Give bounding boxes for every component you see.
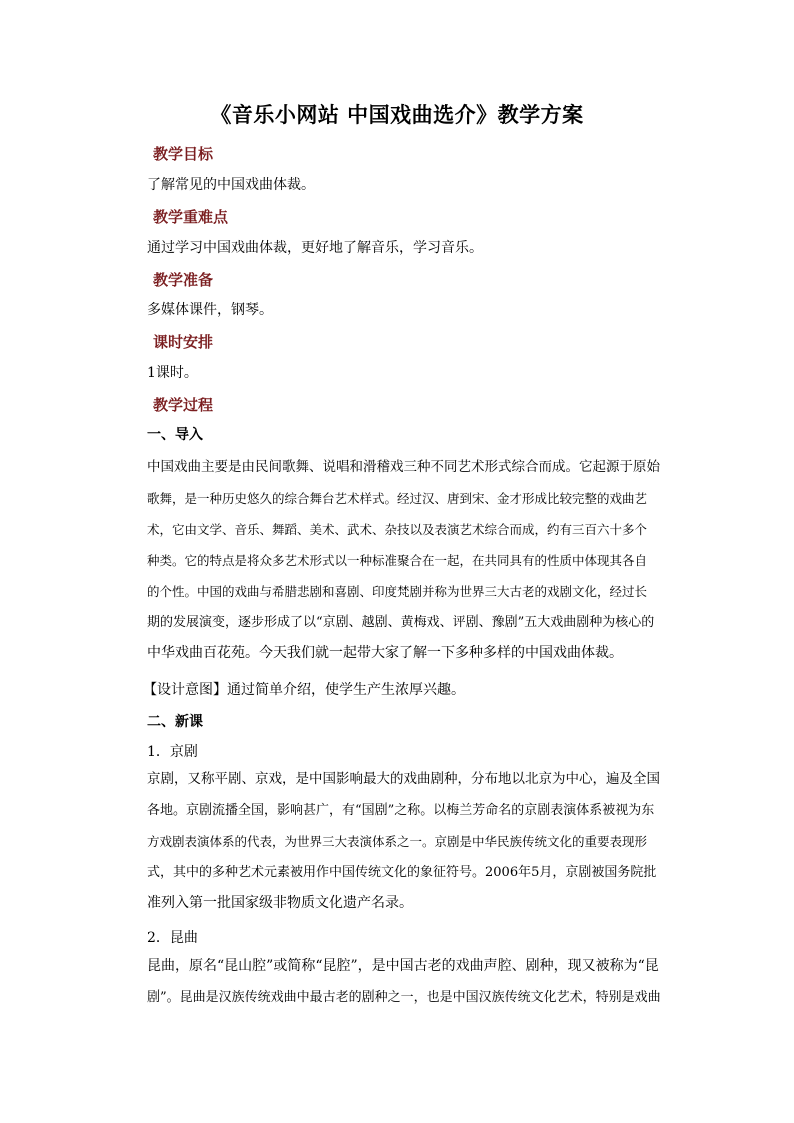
- paragraph-intro: [147, 452, 665, 669]
- heading-intro: 一、导入: [147, 427, 203, 443]
- paragraph-line: 中国戏曲主要是由民间歌舞、说唱和滑稽戏三种不同艺术形式综合而成。它起源于原始: [147, 459, 660, 475]
- paragraph-line: 剧”。昆曲是汉族传统戏曲中最古老的剧种之一，也是中国汉族传统文化艺术，特别是戏曲: [147, 990, 661, 1005]
- paragraph-line: 种类。它的特点是将众多艺术形式以一种标准聚合在一起，在共同具有的性质中体现其各自: [147, 553, 648, 568]
- text-schedule: 1课时。: [147, 365, 198, 381]
- heading-schedule: 课时安排: [153, 333, 214, 351]
- document-title: 《音乐小网站 中国戏曲选介》教学方案: [210, 103, 584, 127]
- paragraph-line: 期的发展演变，逐步形成了以“京剧、越剧、黄梅戏、评剧、豫剧”五大戏曲剧种为核心的: [147, 615, 655, 630]
- paragraph-line: 术，它由文学、音乐、舞蹈、美术、武术、杂技以及表演艺术综合而成，约有三百六十多个: [147, 522, 648, 537]
- heading-kunqu: 2．昆曲: [147, 930, 198, 946]
- paragraph-line: 各地。京剧流播全国，影响甚广，有“国剧”之称。以梅兰芳命名的京剧表演体系被视为东: [147, 803, 655, 818]
- paragraph-peking-opera: [147, 764, 665, 919]
- heading-teaching-process: 教学过程: [153, 396, 214, 414]
- paragraph-line: 方戏剧表演体系的代表，为世界三大表演体系之一。京剧是中华民族传统文化的重要表现形: [147, 834, 648, 849]
- text-preparation: 多媒体课件，钢琴。: [147, 302, 273, 318]
- paragraph-kunqu: [147, 951, 665, 1013]
- paragraph-line: 京剧，又称平剧、京戏，是中国影响最大的戏曲剧种，分布地以北京为中心，遍及全国: [147, 771, 660, 787]
- heading-peking-opera: 1．京剧: [147, 744, 198, 760]
- paragraph-line: 昆曲，原名“昆山腔”或简称“昆腔”，是中国古老的戏曲声腔、剧种，现又被称为“昆: [147, 958, 659, 974]
- paragraph-line: 准列入第一批国家级非物质文化遗产名录。: [147, 895, 413, 911]
- heading-teaching-goal: 教学目标: [153, 145, 214, 163]
- paragraph-line: 式，其中的多种艺术元素被用作中国传统文化的象征符号。2006年5月，京剧被国务院批: [147, 865, 657, 880]
- paragraph-line: 的个性。中国的戏曲与希腊悲剧和喜剧、印度梵剧并称为世界三大古老的戏剧文化，经过长: [147, 584, 648, 599]
- text-key-difficulties: 通过学习中国戏曲体裁，更好地了解音乐，学习音乐。: [147, 240, 483, 256]
- heading-key-difficulties: 教学重难点: [153, 208, 229, 226]
- paragraph-line: 歌舞，是一种历史悠久的综合舞台艺术样式。经过汉、唐到宋、金才形成比较完整的戏曲艺: [147, 491, 648, 506]
- text-teaching-goal: 了解常见的中国戏曲体裁。: [147, 177, 315, 193]
- heading-preparation: 教学准备: [153, 271, 214, 289]
- paragraph-line: 中华戏曲百花苑。今天我们就一起带大家了解一下多种多样的中国戏曲体裁。: [147, 645, 623, 661]
- design-note: 【设计意图】通过简单介绍，使学生产生浓厚兴趣。: [143, 682, 465, 698]
- heading-new-lesson: 二、新课: [147, 714, 203, 730]
